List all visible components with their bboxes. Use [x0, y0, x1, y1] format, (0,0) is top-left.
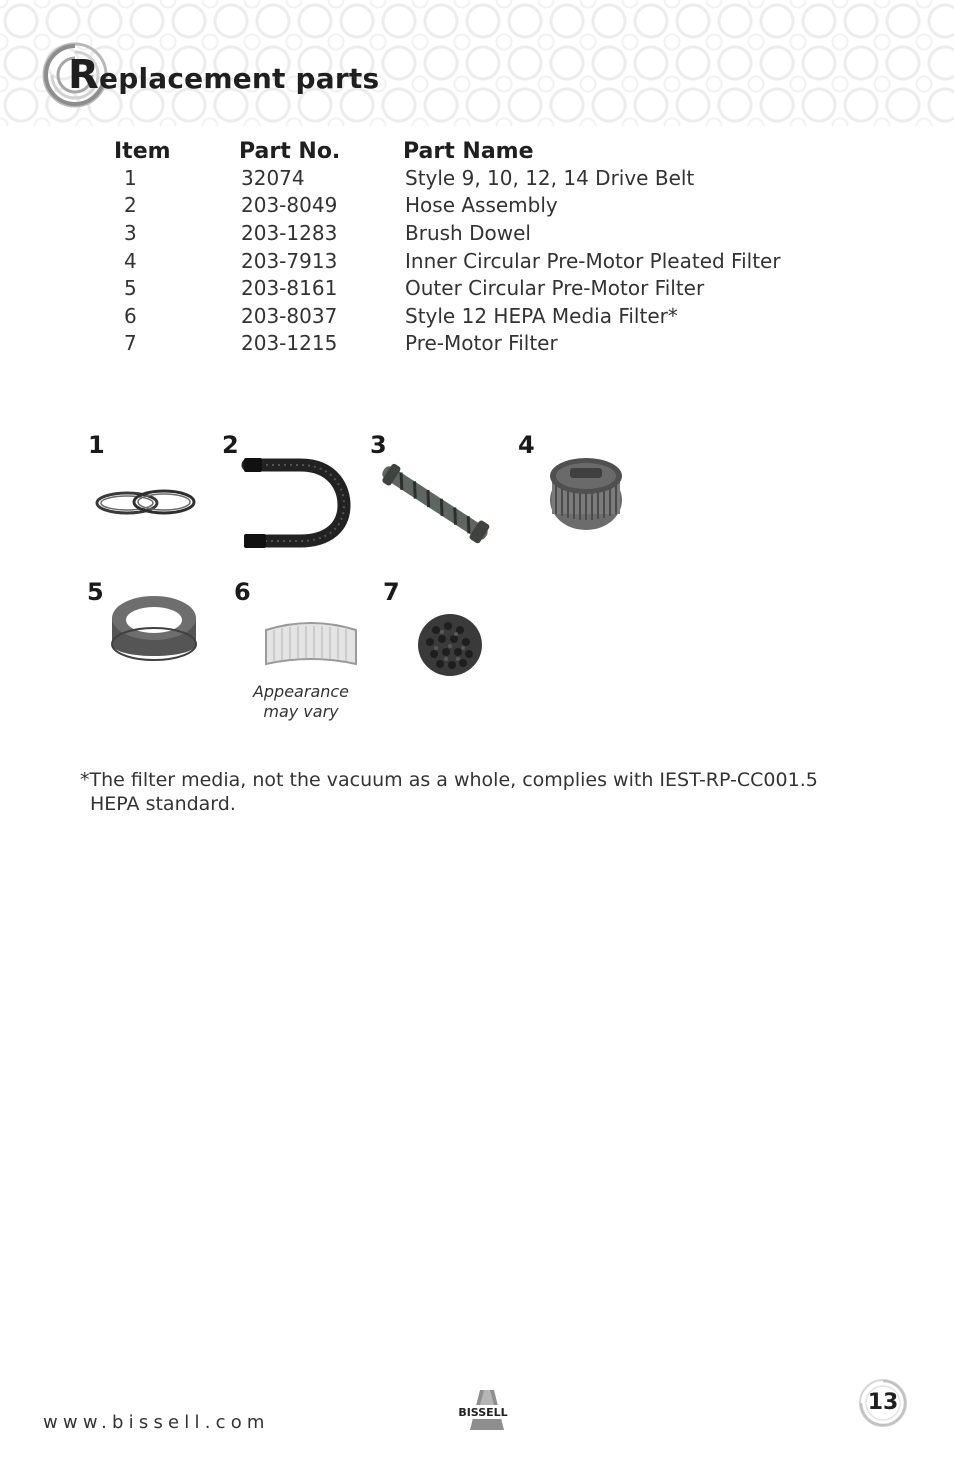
parts-table [114, 136, 781, 357]
cell-item: 1 [124, 165, 137, 190]
cell-part-no: 203-7913 [241, 248, 338, 273]
foam-disc-filter-image [416, 612, 484, 678]
cell-item: 6 [124, 303, 137, 328]
cell-item: 2 [124, 193, 137, 218]
cell-part-name: Pre-Motor Filter [405, 331, 558, 356]
figure-label-3: 3 [370, 431, 387, 459]
page-number-badge [858, 1378, 908, 1428]
table-row [114, 330, 781, 358]
cell-item: 5 [124, 276, 137, 301]
caption-line-2: may vary [263, 702, 339, 721]
appearance-caption [230, 682, 372, 722]
cell-item: 4 [124, 248, 137, 273]
table-row [114, 192, 781, 220]
cell-part-name: Style 9, 10, 12, 14 Drive Belt [405, 165, 695, 190]
figure-label-1: 1 [88, 431, 105, 459]
header-part-name: Part Name [403, 139, 534, 164]
figure-label-5: 5 [87, 578, 104, 606]
figure-label-7: 7 [383, 578, 400, 606]
figure-label-6: 6 [234, 578, 251, 606]
table-header-row [114, 136, 781, 164]
header-item: Item [114, 139, 171, 164]
cell-item: 3 [124, 220, 137, 245]
figure-label-4: 4 [518, 431, 535, 459]
pleated-filter-image [546, 454, 626, 534]
hepa-footnote [80, 768, 840, 816]
footnote-line-1: *The filter media, not the vacuum as a whole, complies with IEST-RP-CC001.5 [80, 769, 818, 791]
cell-part-no: 203-8037 [241, 303, 338, 328]
caption-line-1: Appearance [252, 682, 350, 701]
cell-part-name: Brush Dowel [405, 220, 531, 245]
table-row [114, 164, 781, 192]
bissell-logo [448, 1388, 518, 1434]
cell-item: 7 [124, 331, 137, 356]
page-number: 13 [867, 1390, 899, 1415]
website-url: www.bissell.com [43, 1412, 270, 1433]
hepa-filter-image [262, 618, 360, 670]
drive-belt-image [92, 482, 202, 524]
table-row [114, 302, 781, 330]
title-rest: eplacement parts [99, 62, 380, 95]
cell-part-no: 203-8049 [241, 193, 338, 218]
page-title [68, 52, 379, 98]
cell-part-no: 203-1215 [241, 331, 338, 356]
cell-part-name: Style 12 HEPA Media Filter* [405, 303, 678, 328]
table-row [114, 247, 781, 275]
cell-part-no: 203-8161 [241, 276, 338, 301]
logo-text: BISSELL [458, 1406, 508, 1419]
figure-label-2: 2 [222, 431, 239, 459]
hose-assembly-image [240, 455, 356, 551]
table-row [114, 219, 781, 247]
foam-ring-filter-image [108, 590, 200, 670]
header-part-no: Part No. [239, 139, 341, 164]
cell-part-name: Inner Circular Pre-Motor Pleated Filter [405, 248, 781, 273]
cell-part-name: Outer Circular Pre-Motor Filter [405, 276, 705, 301]
table-row [114, 274, 781, 302]
cell-part-no: 32074 [241, 165, 305, 190]
cell-part-no: 203-1283 [241, 220, 338, 245]
footnote-line-2: HEPA standard. [90, 793, 236, 815]
brush-dowel-image [372, 458, 498, 548]
title-initial: R [68, 52, 100, 98]
cell-part-name: Hose Assembly [405, 193, 558, 218]
